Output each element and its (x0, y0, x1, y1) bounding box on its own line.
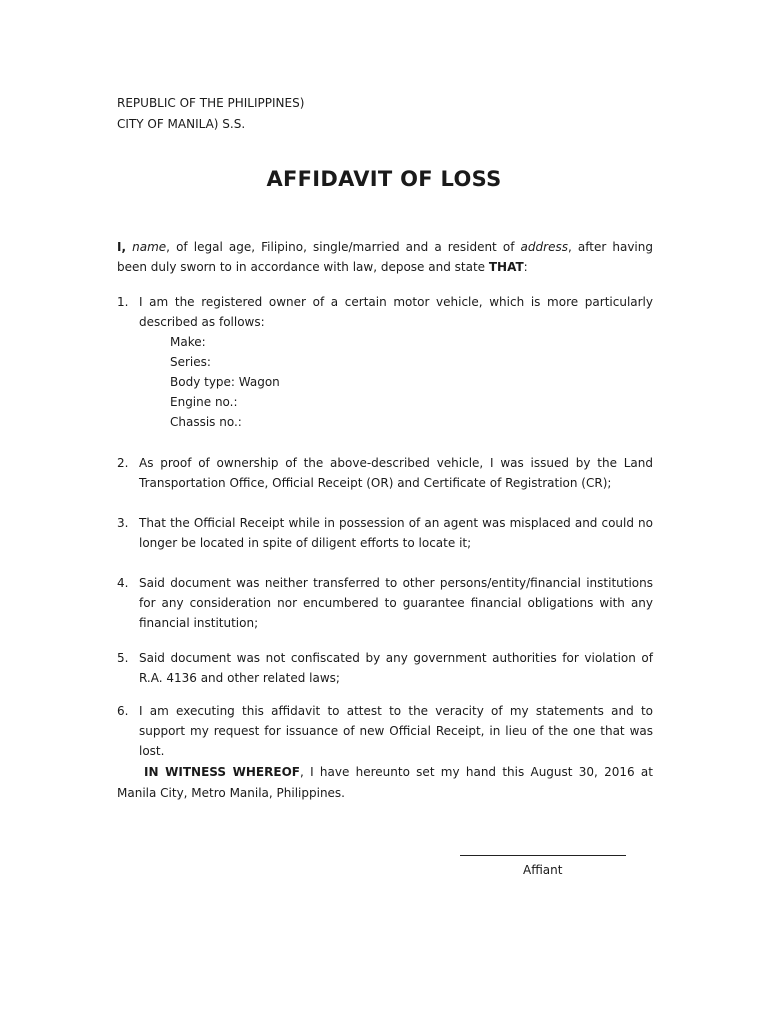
spec-series: Series: (170, 355, 211, 369)
item-text: That the Official Receipt while in possession of an agent was misplaced and could no longer be located in spite of diligent efforts to locate it; (139, 516, 653, 550)
name-placeholder: name (132, 240, 167, 254)
address-placeholder: address (520, 240, 568, 254)
list-item-4 (117, 573, 653, 633)
item-text: Said document was not confiscated by any government authorities for violation of R.A. 4136 and other related laws; (139, 651, 653, 685)
spec-body-type: Body type: Wagon (170, 375, 280, 389)
spec-chassis-no: Chassis no.: (170, 415, 242, 429)
venue-line-republic: REPUBLIC OF THE PHILIPPINES) (117, 96, 305, 110)
witness-text: , I have hereunto set my hand this August 30, 2016 at Manila City, Metro Manila, Philippines. (117, 765, 653, 800)
spec-engine-no: Engine no.: (170, 395, 238, 409)
item-text: I am executing this affidavit to attest to the veracity of my statements and to support my request for issuance of new Official Receipt, in lieu of the one that was lost. (139, 704, 653, 758)
item-number: 5. (117, 651, 129, 665)
witness-lead: IN WITNESS WHEREOF (144, 765, 300, 779)
venue-block (117, 93, 304, 135)
intro-text-2: , after having been duly sworn to in accordance with law, depose and state (117, 240, 653, 274)
list-item-3 (117, 513, 653, 553)
item-number: 6. (117, 704, 129, 718)
intro-text-1: , of legal age, Filipino, single/married and a resident of (166, 240, 515, 254)
list-item-2 (117, 453, 653, 493)
item-number: 3. (117, 516, 129, 530)
intro-colon: : (523, 260, 528, 274)
spec-make: Make: (170, 335, 206, 349)
item-number: 1. (117, 295, 129, 309)
document-title: AFFIDAVIT OF LOSS (266, 167, 502, 191)
list-item-1 (117, 292, 653, 432)
venue-line-city: CITY OF MANILA) S.S. (117, 117, 246, 131)
list-item-5 (117, 648, 653, 688)
item-text: As proof of ownership of the above-described vehicle, I was issued by the Land Transportation Office, Official Receipt (OR) and Certificate of Registration (CR); (139, 456, 653, 490)
witness-paragraph (117, 762, 653, 804)
intro-paragraph (117, 237, 653, 277)
item-text: Said document was neither transferred to other persons/entity/financial institutions for any consideration nor encumbered to guarantee financial obligations with any financial institution; (139, 576, 653, 630)
item-number: 2. (117, 456, 129, 470)
intro-that: THAT (488, 260, 524, 274)
item-number: 4. (117, 576, 129, 590)
item-text: I am the registered owner of a certain motor vehicle, which is more particularly described as follows: (139, 295, 653, 329)
signature-line (460, 855, 626, 856)
vehicle-specs (170, 332, 653, 432)
intro-i: I, (117, 240, 127, 254)
affiant-label: Affiant (523, 863, 563, 877)
list-item-6 (117, 701, 653, 761)
